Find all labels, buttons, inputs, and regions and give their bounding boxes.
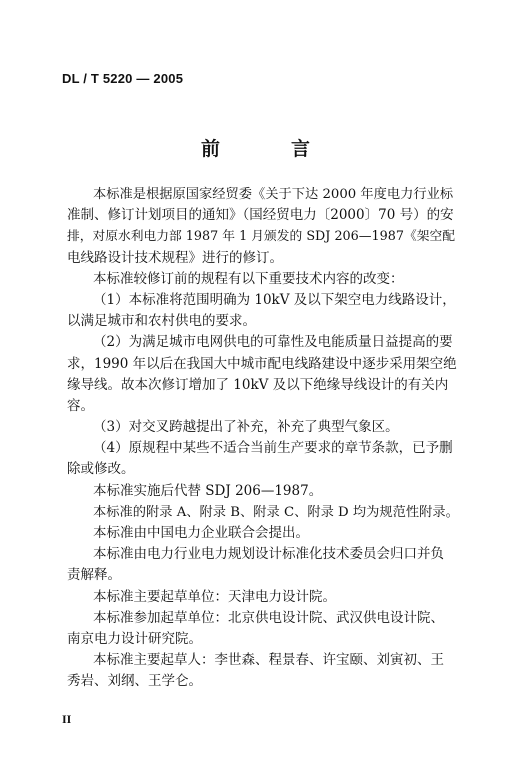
text-line: 本标准较修订前的规程有以下重要技术内容的改变： xyxy=(93,270,404,287)
text-line: 本标准由中国电力企业联合会提出。 xyxy=(93,525,309,541)
text-line: 缘导线。故本次修订增加了 10kV 及以下绝缘导线设计的有关内 xyxy=(67,376,449,393)
text-line: （4）原规程中某些不适合当前生产要求的章节条款，已予删 xyxy=(93,440,453,457)
text-line: 排，对原水利电力部 1987 年 1 月颁发的 SDJ 206—1987《架空配 xyxy=(67,229,455,245)
body-text xyxy=(67,184,459,693)
text-line: 本标准由电力行业电力规划设计标准化技术委员会归口并负 xyxy=(93,546,444,563)
text-line: 本标准是根据原国家经贸委《关于下达 2000 年度电力行业标 xyxy=(93,187,454,202)
text-line: （3）对交叉跨越提出了补充，补充了典型气象区。 xyxy=(93,419,399,436)
standard-code: DL / T 5220 — 2005 xyxy=(62,71,184,86)
text-line: 准制、修订计划项目的通知》（国经贸电力〔2000〕70 号）的安 xyxy=(67,207,454,224)
text-line: 除或修改。 xyxy=(67,461,135,478)
page-number: II xyxy=(62,712,72,726)
text-line: （1）本标准将范围明确为 10kV 及以下架空电力线路设计， xyxy=(93,291,456,308)
text-line: 以满足城市和农村供电的要求。 xyxy=(67,313,256,330)
text-line: 电线路设计技术规程》进行的修订。 xyxy=(67,249,283,266)
text-line: （2）为满足城市电网供电的可靠性及电能质量日益提高的要 xyxy=(93,334,453,351)
text-line: 本标准主要起草单位：天津电力设计院。 xyxy=(93,588,336,605)
page-title: 前 言 xyxy=(200,138,336,160)
text-line: 本标准参加起草单位：北京供电设计院、武汉供电设计院、 xyxy=(93,609,444,626)
text-line: 容。 xyxy=(67,397,94,414)
text-line: 秀岩、刘纲、王学仑。 xyxy=(67,673,202,690)
text-line: 本标准主要起草人：李世森、程景春、许宝颐、刘寅初、王 xyxy=(93,652,444,669)
text-line: 本标准的附录 A、附录 B、附录 C、附录 D 均为规范性附录。 xyxy=(93,504,459,520)
text-line: 南京电力设计研究院。 xyxy=(67,630,202,647)
text-line: 本标准实施后代替 SDJ 206—1987。 xyxy=(93,482,323,499)
text-line: 责解释。 xyxy=(67,567,121,584)
text-line: 求，1990 年以后在我国大中城市配电线路建设中逐步采用架空绝 xyxy=(67,355,457,372)
